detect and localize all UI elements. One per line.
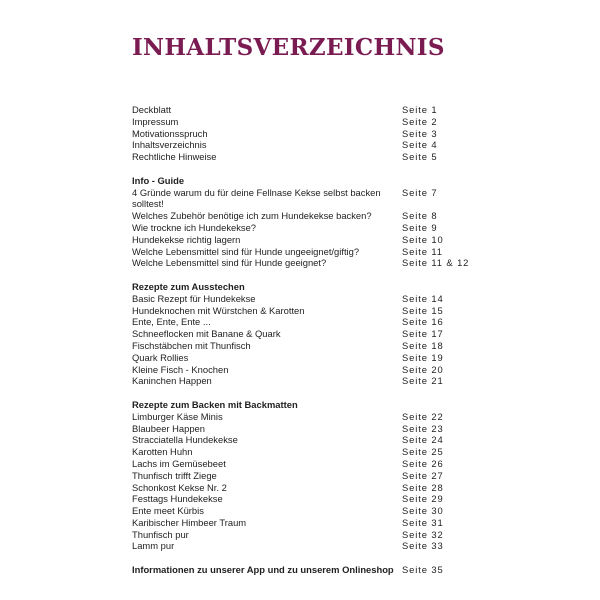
toc-section-front-matter — [132, 104, 472, 163]
toc-entry-label: Wie trockne ich Hundekekse? — [132, 221, 257, 233]
toc-entry-label: Basic Rezept für Hundekekse — [132, 292, 256, 304]
toc-entry[interactable] — [132, 434, 472, 446]
toc-entry-page: Seite 9 — [402, 221, 438, 233]
toc-entry-page: Seite 16 — [402, 316, 444, 328]
toc-entry[interactable] — [132, 151, 472, 163]
toc-entry[interactable] — [132, 493, 472, 505]
toc-section-heading: Rezepte zum Backen mit Backmatten — [132, 398, 298, 410]
toc-entry-page: Seite 24 — [402, 434, 444, 446]
toc-entry[interactable] — [132, 246, 472, 258]
toc-entry-label: Limburger Käse Minis — [132, 410, 223, 422]
toc-entry-page: Seite 7 — [402, 186, 438, 198]
toc-entry-page: Seite 10 — [402, 233, 444, 245]
toc-entry-label: Welches Zubehör benötige ich zum Hundekekse backen? — [132, 210, 372, 222]
toc-section-info-guide — [132, 175, 472, 269]
toc-entry[interactable] — [132, 458, 472, 470]
toc-entry-page: Seite 30 — [402, 505, 444, 517]
toc-entry-label: Welche Lebensmittel sind für Hunde ungeeignet/giftig? — [132, 245, 360, 257]
toc-section-backmatten — [132, 399, 472, 552]
toc-entry-page: Seite 29 — [402, 493, 444, 505]
toc-entry[interactable] — [132, 446, 472, 458]
toc-entry[interactable] — [132, 340, 472, 352]
toc-entry-label: 4 Gründe warum du für deine Fellnase Kekse selbst backen solltest! — [132, 186, 381, 210]
toc-entry-page: Seite 2 — [402, 115, 438, 127]
toc-entry-label: Ente, Ente, Ente ... — [132, 316, 211, 328]
toc-entry-page: Seite 17 — [402, 328, 444, 340]
toc-entry[interactable] — [132, 210, 472, 222]
toc-section-heading: Info - Guide — [132, 174, 185, 186]
toc-entry-page: Seite 18 — [402, 339, 444, 351]
toc-entry[interactable] — [132, 423, 472, 435]
toc-entry-page: Seite 20 — [402, 363, 444, 375]
toc-footer-label: Informationen zu unserer App und zu unserem Onlineshop — [132, 564, 394, 576]
toc-entry-label: Thunfisch trifft Ziege — [132, 469, 217, 481]
toc-entry-label: Fischstäbchen mit Thunfisch — [132, 339, 251, 351]
toc-entry[interactable] — [132, 257, 472, 269]
section-spacer — [132, 163, 472, 175]
toc-entry-page: Seite 8 — [402, 210, 438, 222]
toc-entry-label: Kaninchen Happen — [132, 375, 212, 387]
toc-entry-label: Kleine Fisch - Knochen — [132, 363, 229, 375]
toc-entry[interactable] — [132, 128, 472, 140]
toc-entry-page: Seite 3 — [402, 127, 438, 139]
toc-entry[interactable] — [132, 352, 472, 364]
toc-section-heading: Rezepte zum Ausstechen — [132, 280, 245, 292]
toc-entry-label: Karibischer Himbeer Traum — [132, 516, 247, 528]
toc-entry-label: Festtags Hundekekse — [132, 493, 223, 505]
toc-entry-page: Seite 19 — [402, 351, 444, 363]
toc-entry-page: Seite 31 — [402, 516, 444, 528]
table-of-contents — [132, 104, 472, 576]
toc-footer-page: Seite 35 — [402, 564, 444, 576]
toc-entry-page: Seite 28 — [402, 481, 444, 493]
toc-entry-page: Seite 5 — [402, 151, 438, 163]
toc-entry-page: Seite 27 — [402, 469, 444, 481]
toc-entry[interactable] — [132, 540, 472, 552]
toc-entry-page: Seite 32 — [402, 528, 444, 540]
toc-entry-page: Seite 25 — [402, 446, 444, 458]
toc-entry[interactable] — [132, 517, 472, 529]
toc-entry[interactable] — [132, 305, 472, 317]
toc-entry-label: Inhaltsverzeichnis — [132, 139, 207, 151]
toc-entry-label: Thunfisch pur — [132, 528, 189, 540]
toc-entry-page: Seite 22 — [402, 410, 444, 422]
toc-entry[interactable] — [132, 316, 472, 328]
toc-entry-label: Lachs im Gemüsebeet — [132, 457, 226, 469]
toc-entry[interactable] — [132, 482, 472, 494]
toc-entry[interactable] — [132, 328, 472, 340]
toc-entry[interactable] — [132, 222, 472, 234]
toc-entry[interactable] — [132, 411, 472, 423]
toc-entry-page: Seite 14 — [402, 292, 444, 304]
toc-entry-label: Deckblatt — [132, 104, 172, 115]
toc-entry[interactable] — [132, 293, 472, 305]
toc-entry[interactable] — [132, 116, 472, 128]
toc-entry[interactable] — [132, 470, 472, 482]
toc-entry-label: Hundeknochen mit Würstchen & Karotten — [132, 304, 305, 316]
toc-entry-page: Seite 4 — [402, 139, 438, 151]
toc-entry-page: Seite 26 — [402, 457, 444, 469]
toc-entry-footer[interactable] — [132, 564, 472, 576]
toc-section-ausstechen — [132, 281, 472, 387]
toc-entry[interactable] — [132, 234, 472, 246]
toc-entry-page: Seite 1 — [402, 104, 438, 115]
toc-entry-page: Seite 33 — [402, 540, 444, 552]
toc-entry-label: Motivationsspruch — [132, 127, 208, 139]
toc-entry-page: Seite 11 — [402, 245, 443, 257]
toc-entry-label: Rechtliche Hinweise — [132, 151, 217, 163]
toc-entry[interactable] — [132, 139, 472, 151]
section-spacer — [132, 552, 472, 564]
toc-entry[interactable] — [132, 529, 472, 541]
toc-entry-page: Seite 21 — [402, 375, 444, 387]
toc-entry-label: Lamm pur — [132, 540, 175, 552]
section-spacer — [132, 387, 472, 399]
toc-entry[interactable] — [132, 187, 472, 211]
toc-entry-label: Impressum — [132, 115, 179, 127]
toc-entry[interactable] — [132, 104, 472, 116]
toc-entry[interactable] — [132, 505, 472, 517]
toc-entry-label: Schonkost Kekse Nr. 2 — [132, 481, 227, 493]
toc-entry[interactable] — [132, 375, 472, 387]
toc-entry-label: Welche Lebensmittel sind für Hunde geeignet? — [132, 257, 327, 269]
toc-entry-label: Schneeflocken mit Banane & Quark — [132, 328, 281, 340]
toc-entry[interactable] — [132, 364, 472, 376]
toc-entry-page: Seite 11 & 12 — [402, 257, 470, 269]
section-spacer — [132, 269, 472, 281]
toc-entry-label: Blaubeer Happen — [132, 422, 205, 434]
toc-entry-label: Quark Rollies — [132, 351, 189, 363]
toc-entry-page: Seite 23 — [402, 422, 444, 434]
toc-entry-label: Karotten Huhn — [132, 446, 193, 458]
toc-entry-label: Stracciatella Hundekekse — [132, 434, 238, 446]
toc-entry-label: Ente meet Kürbis — [132, 505, 204, 517]
toc-entry-page: Seite 15 — [402, 304, 444, 316]
page-title: INHALTSVERZEICHNIS — [132, 34, 445, 61]
toc-entry-label: Hundekekse richtig lagern — [132, 233, 241, 245]
